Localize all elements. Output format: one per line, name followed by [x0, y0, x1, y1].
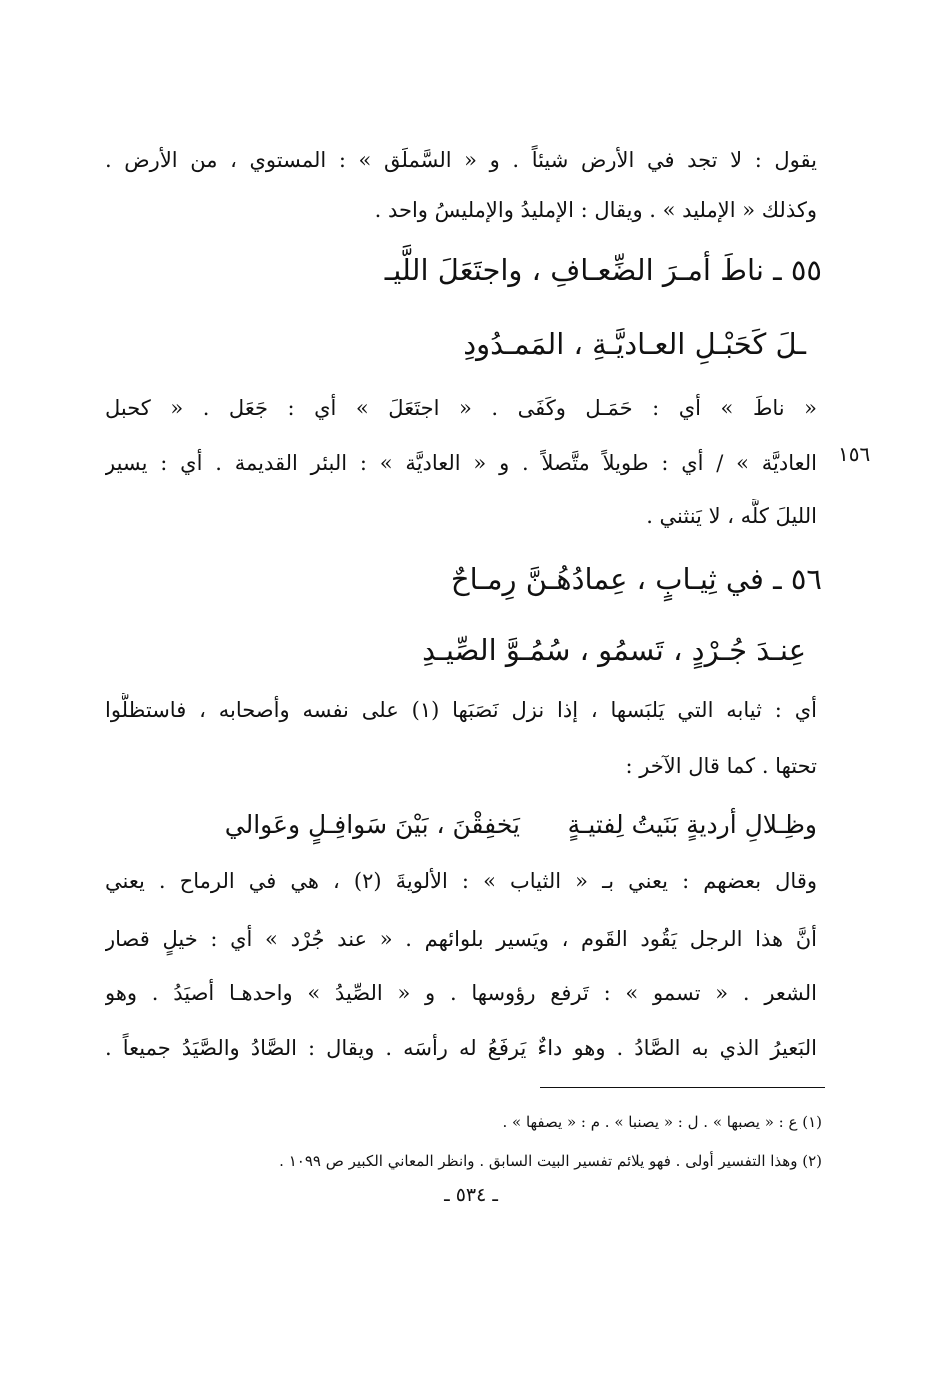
text-line: وكذلك « الإمليد » . ويقال : الإمليدُ والإمليسُ واحد . — [374, 198, 817, 222]
text-line: يقول : لا تجد في الأرض شيئاً . و « السَّملَق » : المستوي ، من الأرض . — [105, 148, 817, 172]
text-line: العاديَّة » / أي : طويلاً متَّصلاً . و « العاديَّة » : البئر القديمة . أي : يسير — [105, 451, 817, 475]
text-line: الشعر . « تسمو » : تَرفع رؤوسها . و « الصِّيدُ » واحدهـا أصيَدُ . وهو — [105, 981, 817, 1005]
footnote: (٢) وهذا التفسير أولى . فهو يلائم تفسير البيت السابق . وانظر المعاني الكبير ص ١٠٩٩ . — [279, 1152, 822, 1170]
margin-page-number: ١٥٦ — [838, 442, 871, 466]
verse-55-first-hemistich: ٥٥ ـ ناطَ أمـرَ الضِّعـافِ ، واجتَعَلَ اللَّيـ — [384, 253, 822, 287]
text-line: أي : ثيابه التي يَلبَسها ، إذا نزل نَصَبَها (١) على نفسه وأصحابه ، فاستظلُّوا — [105, 698, 817, 722]
text-line: البَعيرُ الذي به الصَّادُ . وهو داءٌ يَرفَعُ له رأسَه . ويقال : الصَّادُ والصَّيَدُ جميعاً . — [105, 1036, 817, 1060]
verse-55-second-hemistich: ـلَ كَحَبْـلِ العـاديَّـةِ ، المَمـدُودِ — [463, 327, 806, 361]
footnote-divider — [540, 1087, 825, 1088]
text-line: وقال بعضهم : يعني بـ « الثياب » : الألويةَ (٢) ، هي في الرماح . يعني — [105, 869, 817, 893]
footnote: (١) ع : « يصبها » . ل : « يصنبا » . م : « يصفها » . — [502, 1113, 822, 1131]
verse-56-second-hemistich: عِنـدَ جُـرْدٍ ، تَسمُو ، سُمُـوَّ الصِّيـدِ — [422, 633, 806, 667]
verse-56-first-hemistich: ٥٦ ـ في ثِيـابٍ ، عِمادُهُـنَّ رِمـاحٌ — [450, 562, 822, 596]
text-line: تحتها . كما قال الآخر : — [625, 754, 817, 778]
page-number: ـ ٥٣٤ ـ — [444, 1184, 498, 1206]
text-line: أنَّ هذا الرجل يَقُود القَوم ، ويَسير بلوائهم . « عند جُرْد » أي : خيلٍ قصار — [105, 927, 817, 951]
quoted-verse: وظِـلالِ أرديةٍ بَنَيتُ لِفتيـةٍ يَخفِقْنَ ، بَيْنَ سَوافِـلٍ وعَوالي — [224, 810, 817, 839]
text-line: الليلَ كلَّه ، لا يَنثني . — [646, 504, 817, 528]
text-line: « ناطَ » أي : حَمَـل وكَفَى . « اجتَعَلَ » أي : جَعَل . « كحبل — [105, 396, 817, 420]
